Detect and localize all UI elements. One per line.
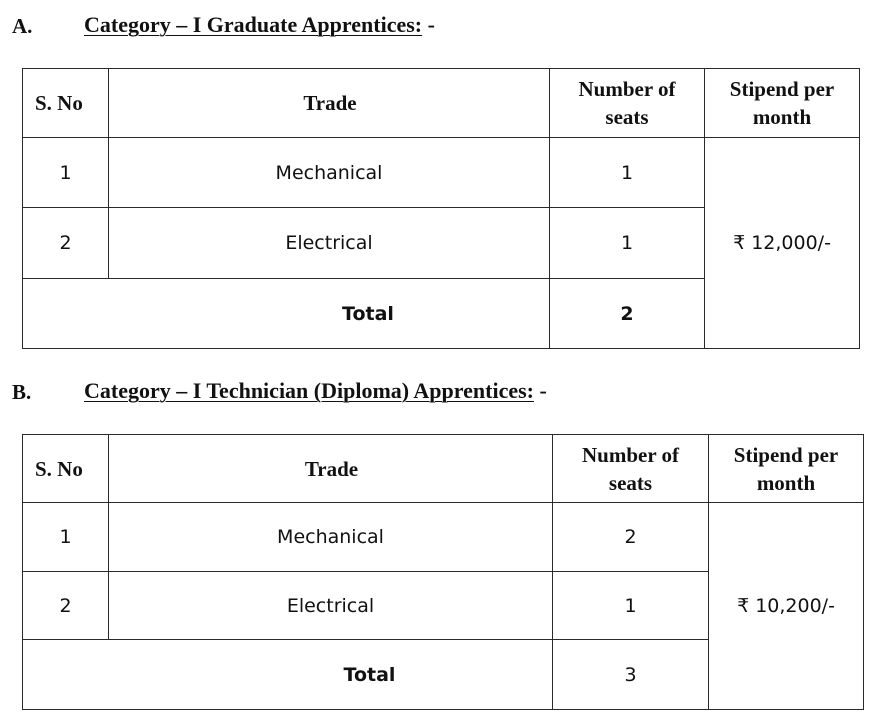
technician-apprentices-table — [22, 434, 864, 710]
header-stipend-line1: Stipend per — [729, 77, 835, 101]
cell-stipend: ₹ 10,200/- — [709, 503, 864, 710]
header-stipend — [705, 69, 860, 138]
section-title-suffix: - — [533, 378, 547, 403]
header-sno: S. No — [23, 435, 109, 503]
cell-seats: 1 — [550, 138, 705, 208]
cell-trade: Mechanical — [109, 138, 550, 208]
header-stipend-line2: month — [756, 470, 816, 495]
section-a-heading — [0, 10, 878, 42]
section-title-suffix: - — [422, 12, 435, 37]
header-sno: S. No — [23, 69, 109, 138]
header-seats-line2: seats — [605, 105, 649, 129]
cell-seats: 1 — [550, 208, 705, 279]
table-header-row — [23, 435, 864, 503]
cell-seats: 1 — [553, 572, 709, 640]
section-letter: A. — [12, 14, 33, 38]
cell-sno: 1 — [23, 503, 109, 572]
cell-total-label: Total — [23, 640, 553, 710]
header-stipend-line1: Stipend per — [733, 442, 839, 467]
cell-trade: Mechanical — [109, 503, 553, 572]
cell-stipend: ₹ 12,000/- — [705, 138, 860, 349]
table-row — [23, 138, 860, 208]
header-seats-line1: Number of — [578, 77, 676, 101]
cell-sno: 2 — [23, 572, 109, 640]
cell-total-seats: 3 — [553, 640, 709, 710]
header-seats-line2: seats — [608, 470, 653, 495]
table-row — [23, 503, 864, 572]
cell-total-seats: 2 — [550, 279, 705, 349]
cell-trade: Electrical — [109, 572, 553, 640]
cell-total-label: Total — [23, 279, 550, 349]
section-letter: B. — [12, 380, 32, 404]
section-title-text: Category – I Technician (Diploma) Apprentices: — [84, 378, 534, 403]
cell-trade: Electrical — [109, 208, 550, 279]
section-b-heading — [0, 376, 878, 408]
graduate-apprentices-table — [22, 68, 860, 349]
header-seats-line1: Number of — [581, 442, 680, 467]
section-title-text: Category – I Graduate Apprentices: — [84, 12, 423, 37]
cell-sno: 2 — [23, 208, 109, 279]
header-stipend — [709, 435, 864, 503]
header-trade: Trade — [109, 435, 553, 503]
header-stipend-line2: month — [752, 105, 812, 129]
cell-sno: 1 — [23, 138, 109, 208]
header-trade: Trade — [109, 69, 550, 138]
section-title — [84, 12, 435, 38]
table-header-row — [23, 69, 860, 138]
header-seats — [550, 69, 705, 138]
section-title — [84, 378, 547, 404]
header-seats — [553, 435, 709, 503]
cell-seats: 2 — [553, 503, 709, 572]
